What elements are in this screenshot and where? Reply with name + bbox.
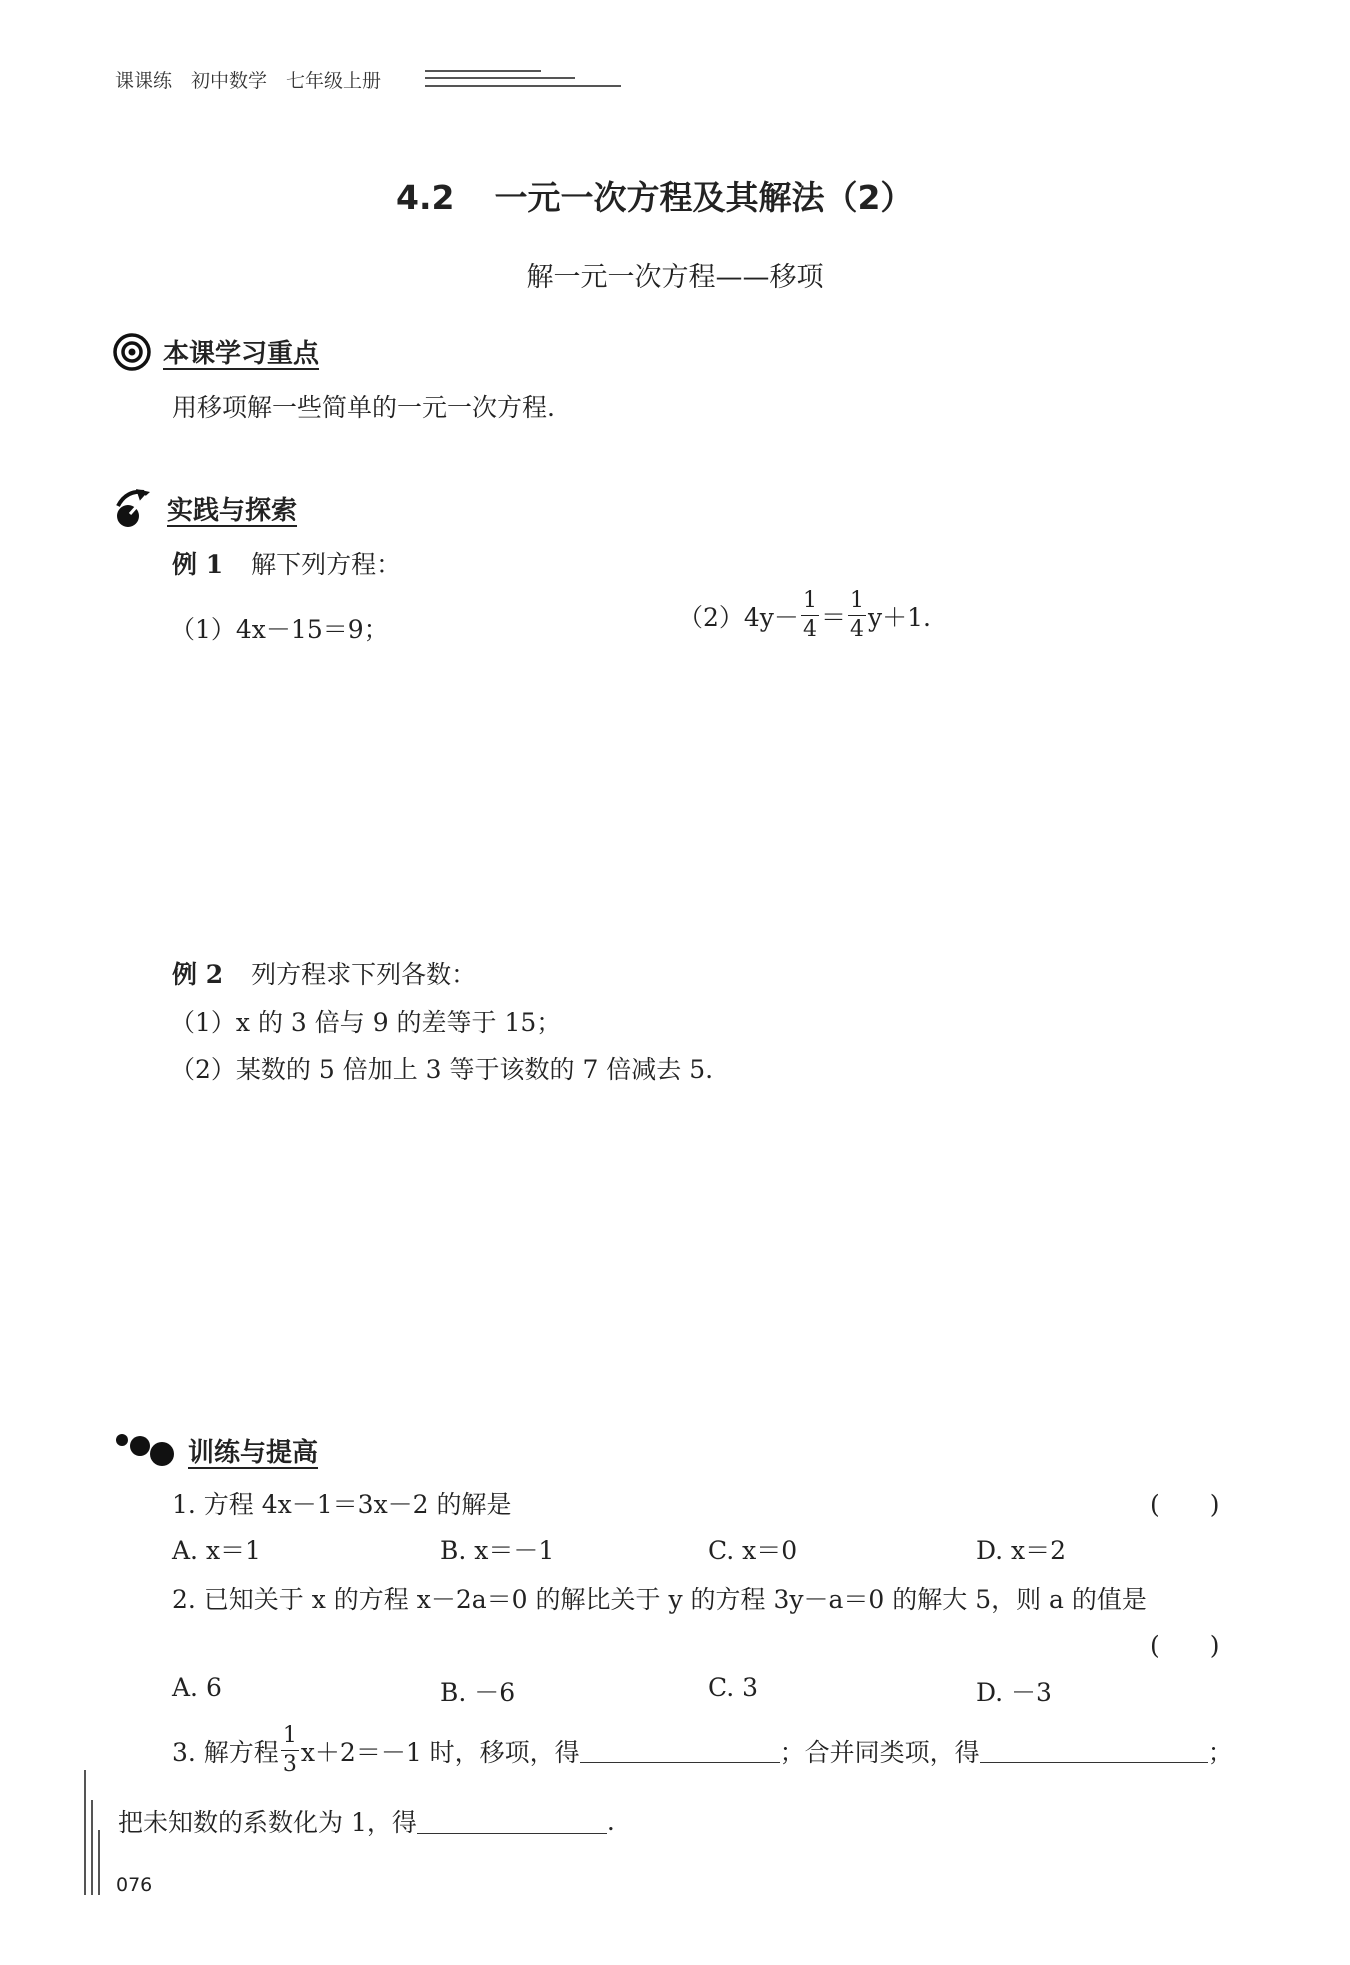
example2-label: 例 2	[172, 960, 224, 989]
eq2-prefix: （2）4y－	[678, 602, 799, 632]
q3-line1	[172, 1725, 1233, 1776]
q2-option-a: A. 6	[172, 1673, 222, 1702]
q2-option-b: B. －6	[440, 1678, 516, 1707]
q1-answer-bracket: ( )	[1150, 1490, 1220, 1519]
fraction: $\frac{1}{4}$	[849, 588, 864, 642]
title-number: 4.2	[396, 178, 455, 217]
header-rule	[425, 85, 621, 87]
q3-line2	[118, 1803, 615, 1839]
header-rule	[425, 70, 541, 72]
q1-option-c: C. x＝0	[708, 1536, 798, 1565]
section-title-training: 训练与提高	[188, 1438, 319, 1468]
q3-text1: x＋2＝－1 时，移项，得	[300, 1737, 580, 1767]
example2-heading	[172, 955, 476, 991]
header-rule	[425, 77, 575, 79]
example1-label: 例 1	[172, 550, 224, 579]
q2-stem: 2. 已知关于 x 的方程 x－2a＝0 的解比关于 y 的方程 3y－a＝0 的解大 5，则 a 的值是	[172, 1585, 1147, 1614]
fraction: $\frac{1}{3}$	[282, 1723, 297, 1777]
q3-line2-text: 把未知数的系数化为 1，得	[118, 1808, 417, 1837]
margin-line	[98, 1830, 100, 1895]
page-title	[396, 172, 913, 219]
q1-option-b: B. x＝－1	[440, 1536, 555, 1565]
arrow-icon	[112, 486, 156, 530]
q2-option-c: C. 3	[708, 1673, 759, 1702]
q3-answer-blank-1[interactable]	[580, 1738, 780, 1763]
page-number: 076	[116, 1874, 153, 1896]
target-icon	[112, 332, 152, 372]
fraction: $\frac{1}{4}$	[802, 588, 817, 642]
q3-answer-blank-3[interactable]	[417, 1809, 607, 1834]
q3-prefix: 3. 解方程	[172, 1737, 279, 1767]
q3-text2: ；合并同类项，得	[779, 1737, 980, 1767]
q1-option-d: D. x＝2	[976, 1536, 1067, 1565]
dots-icon	[112, 1428, 182, 1468]
section-title-practice: 实践与探索	[167, 496, 298, 526]
q2-answer-bracket: ( )	[1150, 1631, 1220, 1660]
title-text: 一元一次方程及其解法（2）	[494, 178, 914, 217]
example1-eq1: （1）4x－15＝9；	[170, 615, 389, 644]
margin-line	[84, 1770, 86, 1895]
q3-text3: ；	[1207, 1737, 1233, 1767]
q3-answer-blank-2[interactable]	[980, 1738, 1208, 1763]
example1-prompt: 解下列方程：	[251, 550, 402, 579]
page-subtitle: 解一元一次方程——移项	[526, 262, 824, 293]
q1-option-a: A. x＝1	[172, 1536, 261, 1565]
example2-prompt: 列方程求下列各数：	[251, 960, 477, 989]
margin-line	[91, 1800, 93, 1895]
example2-item1: （1）x 的 3 倍与 9 的差等于 15；	[170, 1008, 562, 1037]
q1-stem: 1. 方程 4x－1＝3x－2 的解是	[172, 1490, 512, 1519]
eq2-suffix: y＋1.	[867, 602, 931, 632]
example1-heading	[172, 545, 401, 581]
example2-item2: （2）某数的 5 倍加上 3 等于该数的 7 倍减去 5.	[170, 1055, 714, 1084]
q3-line2-end: .	[606, 1806, 615, 1836]
example1-eq2	[678, 590, 931, 641]
focus-content: 用移项解一些简单的一元一次方程.	[172, 393, 555, 422]
eq2-mid: ＝	[820, 602, 846, 632]
header-text: 课课练 初中数学 七年级上册	[115, 70, 382, 92]
q2-option-d: D. －3	[976, 1678, 1052, 1707]
section-title-focus: 本课学习重点	[163, 339, 320, 369]
